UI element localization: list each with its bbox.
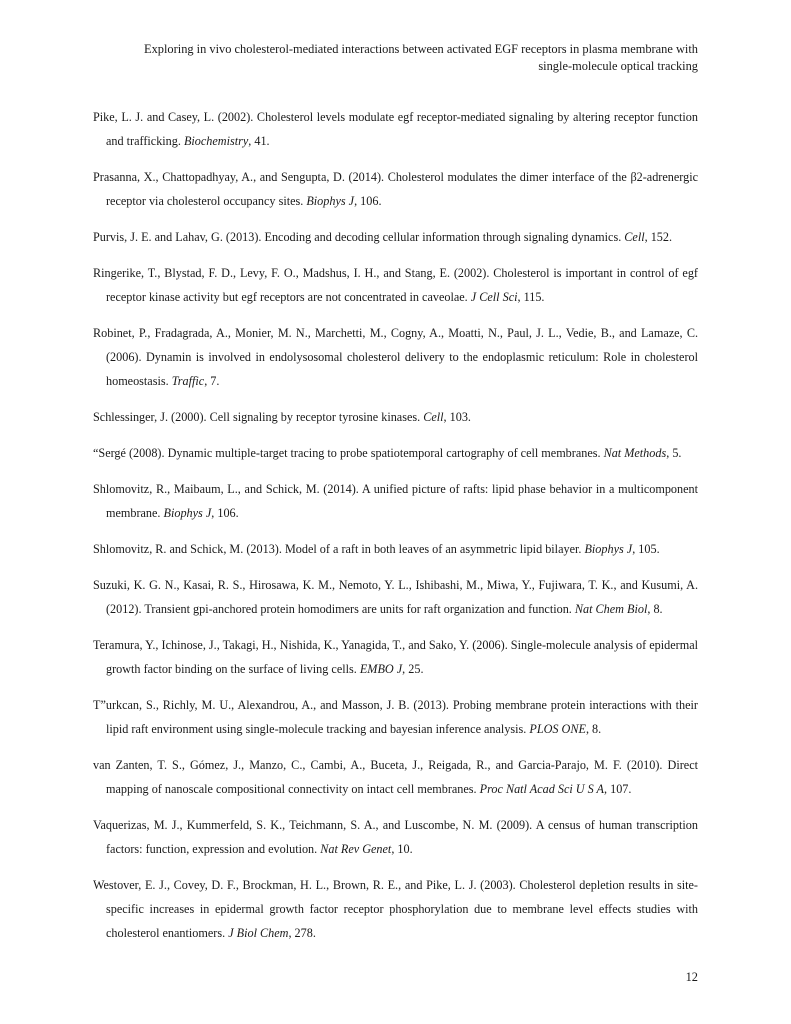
reference-volume: , 103. bbox=[443, 409, 471, 424]
reference-text: Pike, L. J. and Casey, L. (2002). Cholesterol levels modulate egf receptor-mediated signaling by altering receptor function and trafficking. bbox=[93, 110, 698, 148]
reference-journal: Biophys J bbox=[306, 193, 355, 208]
reference-journal: Biophys J bbox=[584, 542, 633, 557]
reference-journal: EMBO J bbox=[359, 662, 403, 677]
running-header-line-1: Exploring in vivo cholesterol-mediated interactions between activated EGF receptors in plasma membrane with bbox=[144, 42, 698, 56]
reference-journal: J Cell Sci bbox=[470, 289, 518, 304]
reference-journal: Traffic bbox=[171, 373, 205, 388]
reference-volume: , 152. bbox=[644, 229, 673, 244]
reference-turkcan-2013 bbox=[93, 694, 698, 742]
reference-westover-2003 bbox=[93, 874, 698, 945]
reference-pike-2002 bbox=[93, 106, 698, 154]
reference-volume: , 10. bbox=[391, 842, 413, 857]
reference-volume: , 278. bbox=[288, 925, 316, 940]
reference-journal: Nat Chem Biol bbox=[574, 602, 648, 617]
reference-journal: Cell bbox=[423, 409, 444, 424]
reference-text: van Zanten, T. S., Gómez, J., Manzo, C., Cambi, A., Buceta, J., Reigada, R., and Garcia-Parajo, M. F. (2010). Direct mapping of nanoscale compositional connectivity on intact cell membranes. bbox=[93, 758, 698, 797]
reference-volume: , 8. bbox=[647, 602, 663, 617]
reference-journal: PLOS ONE bbox=[529, 722, 586, 737]
page-number: 12 bbox=[685, 970, 698, 984]
reference-text: Westover, E. J., Covey, D. F., Brockman, H. L., Brown, R. E., and Pike, L. J. (2003). Cholesterol depletion results in site-specific increases in epidermal growth factor receptor phosphorylation due to membrane level effects studies with cholesterol enantiomers. bbox=[93, 878, 698, 940]
reference-robinet-2006 bbox=[93, 322, 698, 393]
reference-volume: , 105. bbox=[632, 542, 660, 557]
reference-volume: , 7. bbox=[204, 373, 220, 388]
reference-vaquerizas-2009 bbox=[93, 814, 698, 862]
reference-journal: Biophys J bbox=[163, 506, 212, 521]
reference-text: Suzuki, K. G. N., Kasai, R. S., Hirosawa, K. M., Nemoto, Y. L., Ishibashi, M., Miwa, Y., Fujiwara, T. K., and Kusumi, A. (2012). Transient gpi-anchored protein homodimers are units for raft organization and function. bbox=[93, 578, 698, 617]
reference-volume: , 107. bbox=[604, 782, 632, 797]
reference-text: “Sergé (2008). Dynamic multiple-target tracing to probe spatiotemporal cartography of cell membranes. bbox=[93, 446, 604, 461]
reference-journal: J Biol Chem bbox=[228, 925, 289, 940]
reference-text: Schlessinger, J. (2000). Cell signaling by receptor tyrosine kinases. bbox=[93, 409, 424, 424]
reference-text: Robinet, P., Fradagrada, A., Monier, M. N., Marchetti, M., Cogny, A., Moatti, N., Paul, J. L., Vedie, B., and Lamaze, C. (2006). Dynamin is involved in endolysosomal cholesterol delivery to the endoplasmic reticulum: Role in cholesterol homeostasis. bbox=[93, 326, 698, 388]
reference-teramura-2006 bbox=[93, 634, 698, 682]
reference-text: Teramura, Y., Ichinose, J., Takagi, H., Nishida, K., Yanagida, T., and Sako, Y. (2006). Single-molecule analysis of epidermal growth factor binding on the surface of living cells. bbox=[93, 638, 698, 677]
reference-text: Vaquerizas, M. J., Kummerfeld, S. K., Teichmann, S. A., and Luscombe, N. M. (2009). A census of human transcription factors: function, expression and evolution. bbox=[93, 818, 698, 857]
reference-journal: Cell bbox=[624, 229, 645, 244]
reference-text: Prasanna, X., Chattopadhyay, A., and Sengupta, D. (2014). Cholesterol modulates the dimer interface of the β2-adrenergic receptor via cholesterol occupancy sites. bbox=[93, 169, 698, 208]
reference-volume: , 106. bbox=[211, 506, 239, 521]
reference-ringerike-2002 bbox=[93, 262, 698, 310]
reference-suzuki-2012 bbox=[93, 574, 698, 622]
reference-volume: , 25. bbox=[402, 662, 424, 677]
reference-text: Purvis, J. E. and Lahav, G. (2013). Encoding and decoding cellular information through signaling dynamics. bbox=[93, 229, 625, 244]
reference-journal: Nat Methods bbox=[603, 446, 667, 461]
running-header bbox=[78, 41, 698, 75]
reference-volume: , 8. bbox=[585, 722, 602, 737]
reference-journal: Biochemistry bbox=[183, 133, 249, 148]
reference-shlomovitz-2014 bbox=[93, 478, 698, 526]
reference-list bbox=[93, 106, 698, 958]
reference-volume: , 5. bbox=[666, 446, 682, 461]
reference-text: Ringerike, T., Blystad, F. D., Levy, F. O., Madshus, I. H., and Stang, E. (2002). Cholesterol is important in control of egf receptor kinase activity but egf receptors are not concentrated in caveolae. bbox=[93, 266, 698, 304]
reference-volume: , 41. bbox=[248, 133, 270, 148]
reference-journal: Proc Natl Acad Sci U S A bbox=[479, 782, 604, 797]
reference-schlessinger-2000 bbox=[93, 406, 698, 430]
reference-van-zanten-2010 bbox=[93, 754, 698, 802]
reference-journal: Nat Rev Genet bbox=[320, 842, 392, 857]
reference-text: Shlomovitz, R. and Schick, M. (2013). Model of a raft in both leaves of an asymmetric lipid bilayer. bbox=[93, 542, 585, 557]
reference-shlomovitz-2013 bbox=[93, 538, 698, 562]
reference-text: Shlomovitz, R., Maibaum, L., and Schick, M. (2014). A unified picture of rafts: lipid phase behavior in a multicomponent membrane. bbox=[93, 482, 698, 521]
reference-prasanna-2014 bbox=[93, 166, 698, 214]
reference-text: T”urkcan, S., Richly, M. U., Alexandrou, A., and Masson, J. B. (2013). Probing membrane protein interactions with their lipid raft environment using single-molecule tracking and bayesian inference analysis. bbox=[93, 698, 698, 737]
running-header-line-2: single-molecule optical tracking bbox=[538, 59, 698, 73]
reference-volume: , 115. bbox=[517, 289, 545, 304]
reference-purvis-2013 bbox=[93, 226, 698, 250]
reference-volume: , 106. bbox=[354, 193, 382, 208]
reference-serge-2008 bbox=[93, 442, 698, 466]
